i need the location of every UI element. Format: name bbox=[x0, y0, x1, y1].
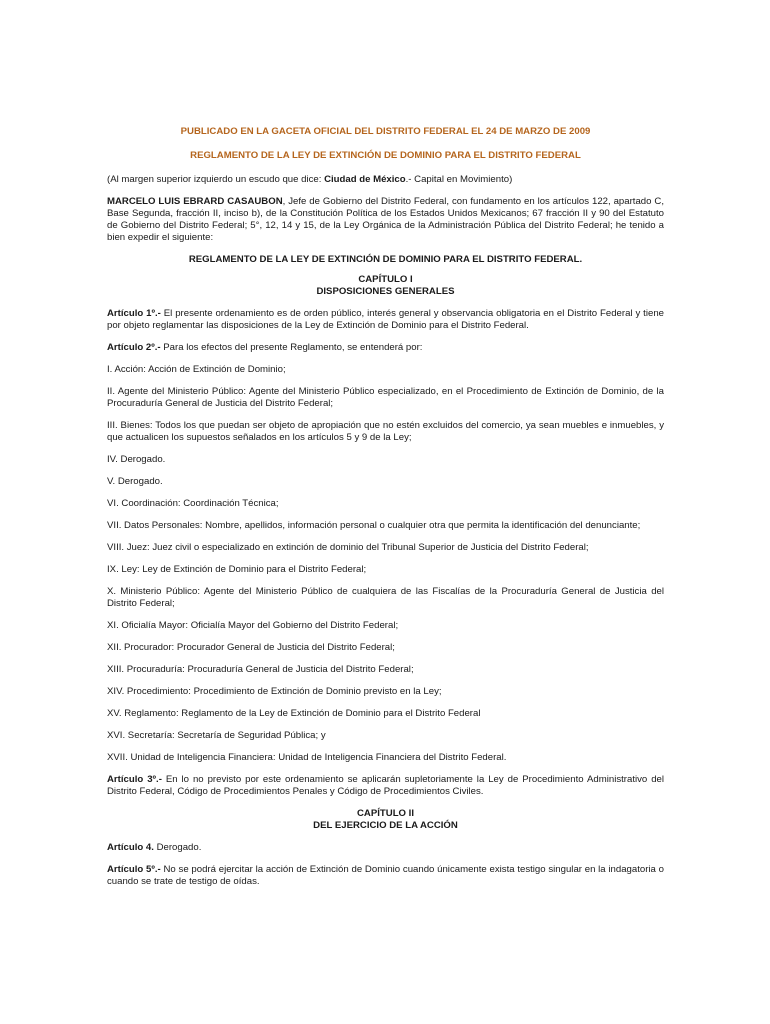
definition-item: XIII. Procuraduría: Procuraduría General de Justicia del Distrito Federal; bbox=[107, 664, 414, 675]
definition-item: V. Derogado. bbox=[107, 476, 163, 487]
publication-header: PUBLICADO EN LA GACETA OFICIAL DEL DISTRITO FEDERAL EL 24 DE MARZO DE 2009 bbox=[180, 126, 591, 137]
document-title: REGLAMENTO DE LA LEY DE EXTINCIÓN DE DOMINIO PARA EL DISTRITO FEDERAL. bbox=[188, 254, 583, 265]
definition-item: XI. Oficialía Mayor: Oficialía Mayor del Gobierno del Distrito Federal; bbox=[107, 620, 399, 631]
article-4: Artículo 4. Derogado. bbox=[107, 842, 202, 853]
definition-item: I. Acción: Acción de Extinción de Dominio; bbox=[107, 364, 286, 375]
definition-item: XIV. Procedimiento: Procedimiento de Extinción de Dominio previsto en la Ley; bbox=[107, 686, 442, 697]
definition-item: IV. Derogado. bbox=[107, 454, 166, 465]
article-2: Artículo 2º.- Para los efectos del presente Reglamento, se entenderá por: bbox=[107, 342, 423, 353]
definition-item: VI. Coordinación: Coordinación Técnica; bbox=[107, 498, 279, 509]
article-1: Artículo 1º.- El presente ordenamiento es de orden público, interés general y observancia obligatoria en el Distrito Federal y tiene por objeto reglamentar las disposiciones de la Ley de Extinción de Dominio para el Distrito Federal. bbox=[107, 308, 664, 331]
definition-item: XV. Reglamento: Reglamento de la Ley de Extinción de Dominio para el Distrito Federal bbox=[107, 708, 481, 719]
definition-item: X. Ministerio Público: Agente del Ministerio Público de cualquiera de las Fiscalías de la Procuraduría General de Justicia del Distrito Federal; bbox=[107, 586, 664, 609]
definition-item: XII. Procurador: Procurador General de Justicia del Distrito Federal; bbox=[107, 642, 395, 653]
regulation-header: REGLAMENTO DE LA LEY DE EXTINCIÓN DE DOMINIO PARA EL DISTRITO FEDERAL bbox=[190, 150, 581, 161]
margin-note: (Al margen superior izquierdo un escudo que dice: Ciudad de México.- Capital en Movimiento) bbox=[107, 174, 513, 185]
chapter-1-heading: CAPÍTULO I DISPOSICIONES GENERALES bbox=[316, 274, 455, 297]
definition-item: III. Bienes: Todos los que puedan ser objeto de apropiación que no estén excluidos del comercio, ya sean muebles e inmuebles, y que actualicen los supuestos señalados en los artículos 5 y 9 de la Ley; bbox=[107, 420, 664, 443]
definition-item: XVII. Unidad de Inteligencia Financiera: Unidad de Inteligencia Financiera del Distrito Federal. bbox=[107, 752, 507, 763]
definition-item: IX. Ley: Ley de Extinción de Dominio para el Distrito Federal; bbox=[107, 564, 367, 575]
article-5: Artículo 5º.- No se podrá ejercitar la acción de Extinción de Dominio cuando únicamente exista testigo singular en la indagatoria o cuando se trate de testigo de oídas. bbox=[107, 864, 664, 887]
definition-item: XVI. Secretaría: Secretaría de Seguridad Pública; y bbox=[107, 730, 326, 741]
article-3: Artículo 3º.- En lo no previsto por este ordenamiento se aplicarán supletoriamente la Ley de Procedimiento Administrativo del Distrito Federal, Código de Procedimientos Penales y Código de Procedimientos Civiles. bbox=[107, 774, 665, 797]
definition-item: VII. Datos Personales: Nombre, apellidos, información personal o cualquier otra que permita la identificación del denunciante; bbox=[107, 520, 641, 531]
definition-item: II. Agente del Ministerio Público: Agente del Ministerio Público especializado, en el Procedimiento de Extinción de Dominio, de la Procuraduría General de Justicia del Distrito Federal; bbox=[107, 386, 664, 409]
definition-item: VIII. Juez: Juez civil o especializado en extinción de dominio del Tribunal Superior de Justicia del Distrito Federal; bbox=[107, 542, 589, 553]
preamble: MARCELO LUIS EBRARD CASAUBON, Jefe de Gobierno del Distrito Federal, con fundamento en los artículos 122, apartado C, Base Segunda, fracción II, inciso b), de la Constitución Política de los Estados Unidos Mexicanos; 67 fracción II y 90 del Estatuto de Gobierno del Distrito Federal; 5°, 12, 14 y 15, de la Ley Orgánica de la Administración Pública del Distrito Federal; he tenido a bien expedir el siguiente: bbox=[107, 196, 664, 243]
chapter-2-heading: CAPÍTULO II DEL EJERCICIO DE LA ACCIÓN bbox=[313, 808, 458, 831]
